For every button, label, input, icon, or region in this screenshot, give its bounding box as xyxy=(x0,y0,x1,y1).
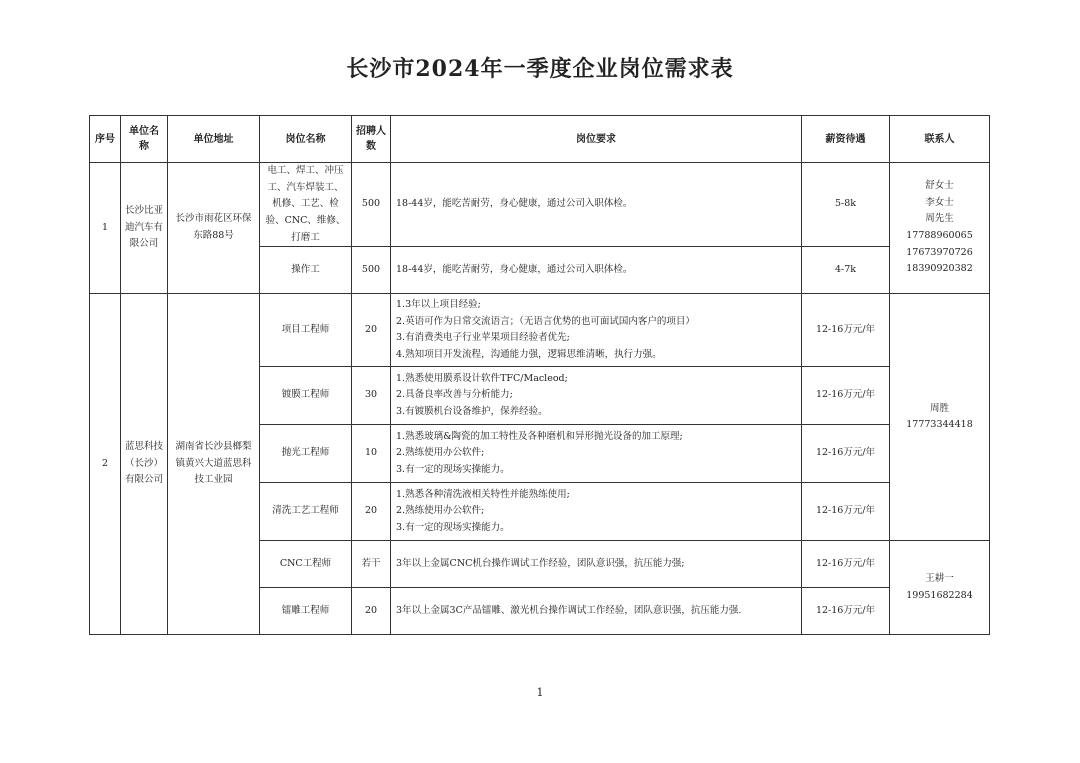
position-name: 项目工程师 xyxy=(260,294,352,367)
position-salary: 12-16万元/年 xyxy=(802,541,890,588)
header-position: 岗位名称 xyxy=(260,116,352,163)
position-count: 500 xyxy=(352,163,391,247)
contact-cell xyxy=(890,163,990,294)
contact-name: 周先生 xyxy=(925,213,954,225)
contact-cell xyxy=(890,294,990,541)
company-address: 湖南省长沙县榔梨镇黄兴大道蓝思科技工业园 xyxy=(168,294,260,635)
position-requirements xyxy=(391,367,802,425)
page-title: 长沙市2024年一季度企业岗位需求表 xyxy=(346,56,734,82)
requirement-line: 2.具备良率改善与分析能力; xyxy=(396,389,513,401)
company-name: 长沙比亚迪汽车有限公司 xyxy=(121,163,168,294)
position-count: 10 xyxy=(352,425,391,483)
header-company: 单位名称 xyxy=(121,116,168,163)
position-requirements xyxy=(391,425,802,483)
position-count: 若干 xyxy=(352,541,391,588)
header-index: 序号 xyxy=(90,116,121,163)
position-requirements xyxy=(391,294,802,367)
position-name: 镭雕工程师 xyxy=(260,588,352,635)
header-row xyxy=(90,116,990,163)
header-contact: 联系人 xyxy=(890,116,990,163)
position-name: 电工、焊工、冲压工、汽车焊装工、机修、工艺、检验、CNC、维修、打磨工 xyxy=(260,163,352,247)
contact-phone: 17788960065 xyxy=(906,230,973,242)
table-row xyxy=(90,163,990,247)
requirement-line: 18-44岁，能吃苦耐劳，身心健康，通过公司入职体检。 xyxy=(396,198,633,210)
requirement-line: 3.有消费类电子行业苹果项目经验者优先; xyxy=(396,332,570,344)
position-count: 500 xyxy=(352,247,391,294)
company-index: 2 xyxy=(90,294,121,635)
header-salary: 薪资待遇 xyxy=(802,116,890,163)
position-name: CNC工程师 xyxy=(260,541,352,588)
position-count: 20 xyxy=(352,588,391,635)
requirement-line: 1.3年以上项目经验; xyxy=(396,298,481,310)
contact-phone: 17673970726 xyxy=(906,246,973,258)
requirement-line: 3.有一定的现场实操能力。 xyxy=(396,463,510,475)
company-index: 1 xyxy=(90,163,121,294)
position-requirements xyxy=(391,483,802,541)
position-salary: 5-8k xyxy=(802,163,890,247)
header-count: 招聘人数 xyxy=(352,116,391,163)
job-demand-table xyxy=(89,115,990,635)
position-salary: 12-16万元/年 xyxy=(802,425,890,483)
contact-cell xyxy=(890,541,990,635)
contact-name: 李女士 xyxy=(925,196,954,208)
requirement-line: 3.有镀膜机台设备维护，保养经验。 xyxy=(396,405,548,417)
position-count: 30 xyxy=(352,367,391,425)
contact-name: 周胜 xyxy=(929,402,949,414)
position-name: 清洗工艺工程师 xyxy=(260,483,352,541)
position-salary: 12-16万元/年 xyxy=(802,294,890,367)
requirement-line: 1.熟悉玻璃&陶瓷的加工特性及各种磨机和异形抛光设备的加工原理; xyxy=(396,430,683,442)
requirement-line: 18-44岁，能吃苦耐劳，身心健康，通过公司入职体检。 xyxy=(396,263,633,275)
table-row xyxy=(90,294,990,367)
position-count: 20 xyxy=(352,483,391,541)
requirement-line: 4.熟知项目开发流程，沟通能力强，逻辑思维清晰，执行力强。 xyxy=(396,348,662,360)
position-salary: 12-16万元/年 xyxy=(802,367,890,425)
requirement-line: 3年以上金属3C产品镭雕、激光机台操作调试工作经验，团队意识强，抗压能力强. xyxy=(396,604,742,616)
requirement-line: 3年以上金属CNC机台操作调试工作经验，团队意识强，抗压能力强; xyxy=(396,557,685,569)
requirement-line: 2.熟练使用办公软件; xyxy=(396,505,485,517)
contact-name: 舒女士 xyxy=(925,180,954,192)
requirement-line: 2.熟练使用办公软件; xyxy=(396,447,485,459)
contact-phone: 17773344418 xyxy=(906,419,973,431)
position-requirements xyxy=(391,247,802,294)
position-name: 抛光工程师 xyxy=(260,425,352,483)
contact-name: 王耕一 xyxy=(925,573,954,584)
position-name: 镀膜工程师 xyxy=(260,367,352,425)
contact-phone: 18390920382 xyxy=(906,263,973,275)
requirement-line: 1.熟悉使用膜系设计软件TFC/Macleod; xyxy=(396,372,568,384)
requirement-line: 2.英语可作为日常交流语言；（无语言优势的也可面试国内客户的项目） xyxy=(396,315,695,327)
position-name: 操作工 xyxy=(260,247,352,294)
position-requirements xyxy=(391,588,802,635)
position-salary: 4-7k xyxy=(802,247,890,294)
position-salary: 12-16万元/年 xyxy=(802,483,890,541)
position-count: 20 xyxy=(352,294,391,367)
header-address: 单位地址 xyxy=(168,116,260,163)
position-requirements xyxy=(391,541,802,588)
contact-phone: 19951682284 xyxy=(906,589,973,601)
header-requirements: 岗位要求 xyxy=(391,116,802,163)
requirement-line: 3.有一定的现场实操能力。 xyxy=(396,521,510,533)
position-salary: 12-16万元/年 xyxy=(802,588,890,635)
company-address: 长沙市雨花区环保东路88号 xyxy=(168,163,260,294)
page-number: 1 xyxy=(536,686,544,699)
requirement-line: 1.熟悉各种清洗液相关特性并能熟练使用; xyxy=(396,488,570,500)
position-requirements xyxy=(391,163,802,247)
company-name: 蓝思科技（长沙）有限公司 xyxy=(121,294,168,635)
